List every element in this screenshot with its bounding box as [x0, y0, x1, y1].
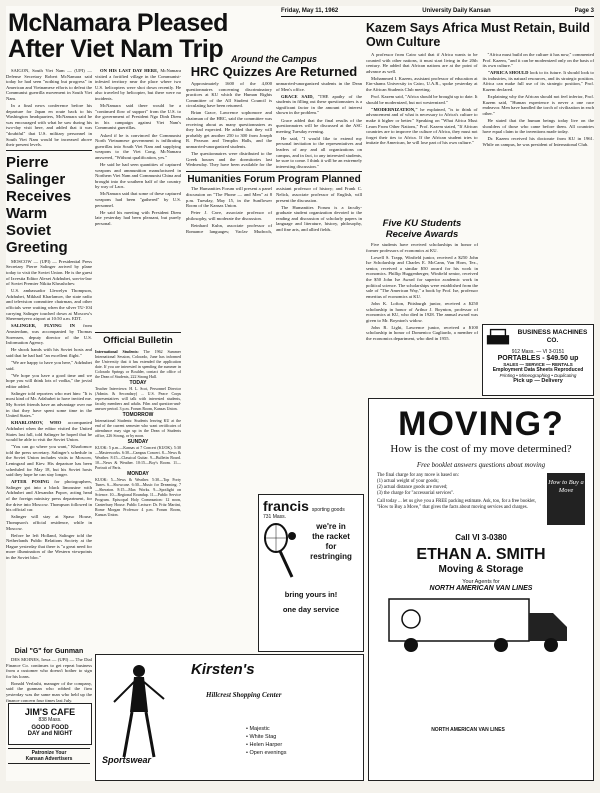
folio-line [281, 8, 594, 17]
five-ku-headline: Five KU Students Receive Awards [382, 218, 462, 240]
mcnamara-body-2: In a final news conference before his departure for Japan en route back to his Washington headquarters, McNamara said he was encouraged with what he saw during his two-day visit here, and added that it was "doubtful" that U.S. military personnel in South Viet Nam would be increased above their present levels. [6, 103, 92, 148]
bulletin-intl-text: The 1962 Summer International Session, Colorado, June has informed the University that it has extended the application date. If you are interested in spending the summer in Colorado Springs or Boulder, contact the office of the Dean of Students, 222 Strong Hall. [95, 349, 181, 379]
mcnamara-headline: McNamara Pleased After Viet Nam Trip [8, 9, 228, 62]
kirsten-center: Hillcrest Shopping Center [206, 691, 282, 699]
dial-g-body-1: DES MOINES, Iowa — (UPI) — The Dial Finance Co. continues to get repeat business from a customer who doesn't bother to sign for his loans. [6, 657, 92, 679]
mcnamara-body-3: McNamara visited a fortified village in the Communist-infested territory near the place where two U.S. helicopters were shot down recently. He also traveled by helicopter, but there were no incidents. [95, 68, 181, 101]
folio-date: Friday, May 11, 1962 [281, 8, 339, 14]
jims-address: 838 Mass. [38, 717, 62, 723]
business-printing: Printing • Mimeographing • Duplicating [499, 373, 577, 378]
moving-call: Call VI 3-0380 [455, 533, 507, 542]
bulletin-title: Official Bulletin [103, 335, 173, 346]
kirsten-ad [95, 654, 364, 781]
mcnamara-body-8: He said his meeting with President Diem late yesterday had been pleasant, but purely personal. [95, 209, 181, 226]
business-sales: SALES — SERVICE — RENTALS [503, 362, 573, 367]
official-bulletin [95, 332, 181, 650]
hrc-body-6: He said, "I would like to extend my personal invitation to the representatives and leaders of any and all organizations on campus, and in fact, to any interested students, be sure to come. I think it will be an extremely interesting discussion." [276, 135, 362, 169]
bulletin-sunday: SUNDAY [127, 439, 149, 445]
kazem-body-3: Prof. Kazem said, "Africa should be brought up to date. It should be modernized, but not westernized." [366, 94, 478, 105]
francis-address: 731 Mass. [263, 514, 287, 520]
moving-truck-icon [381, 595, 581, 657]
business-pickup: Pick up — Delivery [513, 378, 563, 384]
business-employment: Employment Data Sheets Reproduced [492, 367, 584, 373]
humanities-body-1: The Humanities Forum will present a panel discussion on "The Phone — and Men" at 8 p.m. Tuesday, May 15, in the Sunflower Room of the Kansas Union. [186, 186, 272, 209]
business-machines-ad [482, 324, 594, 396]
salinger-body-6: "We hope you have a good time and we hope you will think lots of vodka," the jovial editor added. [6, 372, 92, 389]
kirsten-sportswear: Sportswear [102, 755, 152, 765]
moving-van-lines: NORTH AMERICAN VAN LINES [429, 585, 533, 592]
patronize-line-1: Patronize Your [31, 750, 67, 756]
mcnamara-body-5: Asked if he is convinced the Communist North Vietnamese government is infiltrating guerrillas into South Viet Nam and supplying weapons to the Viet Cong, McNamara answered, "Without qualification, yes." [95, 132, 181, 160]
business-address: 912 Mass. — VI 3-0151 [511, 349, 565, 355]
moving-question: How is the cost of my move determined? [390, 443, 572, 455]
mcnamara-body-6: He said he had seen quantities of captured weapons and ammunition manufactured in Northern Viet Nam and Communist China and brought into the southern half of the country by way of Laos. [95, 162, 181, 190]
bulletin-today: TODAY [129, 380, 147, 386]
kirsten-name: Kirsten's [191, 661, 255, 678]
francis-racket-1: we're in [316, 522, 346, 531]
kazem-sub: "MODERNIZATION," [371, 106, 418, 112]
salinger-body-11: Salinger will stay at Spaso House, Thompson's official residence, while in Moscow. [6, 514, 92, 531]
bulletin-intl-label: International Students: [95, 349, 139, 354]
business-name: BUSINESS MACHINES CO. [517, 329, 588, 344]
kirsten-item-2: White Stag [249, 734, 277, 740]
typewriter-icon [485, 327, 511, 347]
moving-intro: The final charge for any move is based on: [377, 473, 459, 478]
kazem-body-5: "Africa must build on the culture it has now," commented Prof. Kazem, "and it can be modernized only on the basis of its own culture." [482, 52, 594, 69]
salinger-sub-2: KHARLOMOV, WHO [11, 420, 62, 426]
jims-line-1: GOOD FOOD [31, 725, 69, 731]
dial-g-headline: Dial "G" for Gunman [14, 648, 84, 655]
bulletin-tomorrow: TOMORROW [122, 412, 154, 418]
salinger-body-5: "We are happy to have you here," Adzhubei said. [6, 359, 92, 371]
hrc-kicker: Around the Campus [230, 54, 317, 64]
salinger-headline: Pierre Salinger Receives Warm Soviet Greeting [6, 153, 72, 256]
moving-booklet: How to Buy a Move [547, 473, 585, 525]
five-ku-body-3: John K. Lofton, Pittsburgh junior, received a $250 scholarship in honor of Arthur J. Boynton, professor of economics at KU, who died in 1928. The annual award was given to Mr. Boynton's widow. [366, 300, 478, 323]
patronize-line-2: Kansan Advertisers [25, 756, 73, 762]
five-ku-article [366, 218, 478, 370]
hrc-sub: GRACE SAID, [281, 93, 314, 99]
bulletin-monday-text: KUOK: 5—News & Weather. 5:30—Top Forty Tunes. 6—Showcase. 6:30—Music for Dreaming. 7—Sheraton. 8:15—Max Works. 9—Spotlight on Science. 10—Regional Roundup. 11—Public Service Program. Episcopal Holy Communion: 12 noon, Canterbury House. Public Lecture: Dr. Fritz Martini, Rome Morgan Professor 4 p.m. Forum Room, Kansas Union. [95, 477, 181, 517]
tennis-racket-icon [262, 522, 302, 582]
column-2-upper [95, 68, 181, 330]
kazem-body-4: he explained, "is to think of advancement and of what is necessary to Africa's culture to make it higher or better." Speaking on "What Africa Must Learn From Other Nations," Prof. Kazem stated, "If African countries are to improve the culture of Africa, they must not forget their ties to Africa. If the African student tries to imitate the American, he will lose part of his own culture." [366, 106, 478, 146]
humanities-body-3: Reinhard Kuhn, associate professor of Romance languages; Vaclav Mudroch, assistant professor of history; and Frank C. Nelick, associate professor of English, will present the discussion. [186, 186, 362, 234]
salinger-body-12: Before he left Holland, Salinger told the Netherlands Public Relations Society at the Hague yesterday that there is "a great need for more illumination of the Western viewpoints in the Soviet bloc." [6, 532, 92, 560]
francis-racket-4: restringing [310, 552, 352, 561]
salinger-sub-3: AFTER POSING [11, 479, 50, 485]
hrc-body-3: The questionnaires were distributed to the Greek houses and the dormitories last Wednesday. They have been available for the unmarried-unorganized students in the Dean of Men's office. [186, 81, 362, 168]
mcnamara-sub: ON HIS LAST DAY HERE, [100, 68, 159, 73]
francis-sub: sporting goods [311, 507, 345, 513]
moving-company: ETHAN A. SMITH [416, 546, 546, 563]
five-ku-body-1: Five students have received scholarships in honor of former professors of economics at KU. [366, 242, 478, 253]
moving-item-1: (1) actual weight of your goods; [377, 479, 439, 484]
bulletin-tomorrow-text: International Students: Students leaving KU at the end of the current semester who want certificates of attendance may sign up in the Dean of Students office, 226 Strong, or by noon. [95, 418, 181, 438]
jims-cafe-ad [8, 703, 92, 745]
hrc-body-5: Grace added that the final results of the questionnaires will be discussed at the ASC meeting Tuesday evening. [276, 117, 362, 134]
bulletin-monday: MONDAY [127, 471, 149, 477]
business-portables: PORTABLES - $49.50 up [497, 355, 579, 362]
folio-page: Page 3 [574, 8, 594, 14]
kazem-body-7: Explaining why the African should not feel inferior, Prof. Kazem said, "Human experience is never a one race endeavor. Men have handled the torch of civilization in each other." [482, 94, 594, 116]
mcnamara-body-7: McNamara said that some of these captured weapons had been "gathered" by U.S. personnel. [95, 191, 181, 208]
salinger-body-2: U.S. ambassador Llewelyn Thompson, Adzhubei, Mikhail Kharlamov, the state radio and television committee chairman, and other officials were waiting when the silver TU-104 carrying Salinger touched down at Moscow's Sheremetyevo airport at 10:50 a.m. EDT. [6, 288, 92, 322]
moving-truck-label: NORTH AMERICAN VAN LINES [431, 727, 505, 733]
kazem-sub-2: "AFRICA SHOULD [487, 70, 529, 76]
dial-g-body-2: Ronald Verlasht, manager of the company, said the gunman who robbed the firm yesterday was the same man who held up the finance concern four times last July. [6, 680, 92, 703]
bulletin-sunday-text: KUOK: 5 p.m.—Kansas at 7 Concert (KUOK). 5:30—Masterworks. 6:30—Campus Concert. 8—News & Weather. 8:15—Classical Guitar. 9—Bulletin Board. 10—News & Weather. 10:15—Boy's Room. 11—Portrait of Paris. [95, 445, 181, 470]
kazem-body-9: Dr. Kazem received his doctorate from KU in 1961. While on campus, he was president of International Club. [482, 136, 594, 147]
bulletin-today-text: Teacher Interviews: H. L. Scot, Personnel Director (Admin. & Secondary) ... U.S. Peace Corps representatives will talk with interested students, faculty members and adults. Film and question-and-answer period. 3 p.m. Forum Room, Kansas Union. [95, 386, 181, 411]
hrc-body-1: Approximately 1600 of the 4,000 questionnaires concerning discriminatory practices at KU which the Human Rights Committee of the All Student Council is circulating have been returned. [186, 81, 272, 109]
salinger-body-1: MOSCOW — (UPI) — Presidential Press Secretary Pierre Salinger arrived by plane today to visit the Soviet Union. He is the guest of Izvestia Editor Alexei Adzhubei, son-in-law of Soviet Premier Nikita Khrushchev. [6, 258, 92, 287]
francis-name: francis [263, 498, 309, 514]
salinger-sub-1: SALINGER, FLYING IN [11, 323, 75, 329]
kazem-body-6: look to its future. It should look to its industries, its natural resources, and its strategic position. Africa can make full use of its strategic position," Prof. Kazem declared. [482, 70, 594, 93]
francis-ad [258, 494, 364, 652]
moving-cta: Call today ... let us give you a FREE packing estimate. Ask, too, for a free booklet, "How to Buy a Move," that gives the facts about moving services and charges. [377, 499, 536, 510]
kazem-body-8: He stated that the human beings today live on the shoulders of those who came before them. All countries have equal claim to the inventions made today. [482, 118, 594, 135]
humanities-headline: Humanities Forum Program Planned [187, 174, 361, 186]
hrc-headline: HRC Quizzes Are Returned [190, 64, 358, 79]
moving-title: MOVING? [398, 405, 564, 443]
salinger-body-3: from Amsterdam, was accompanied by Thomas Sorensen, deputy director of the U.S. Information Agency. [6, 323, 92, 346]
five-ku-body-4: John R. Light, Lawrence junior, received a $100 scholarship in honor of Domenico Gagliardo, a member of the economics department, who died in 1955. [366, 324, 478, 341]
hrc-body-4: "THE apathy of the students in filling out these questionnaires is a significant factor in the amount of interest shown in the problem." [276, 93, 362, 116]
folio-paper: University Daily Kansan [422, 8, 491, 14]
mcnamara-body-4: McNamara said there would be a "continued flow of support" from the U.S. to the government of President Ngo Dinh Diem in his campaign against Viet Nam's Communist guerrillas. [95, 103, 181, 131]
hrc-body-2: Brian Grace, Lawrence sophomore and chairman of the HRC, said the committee was receiving about as many questionnaires as they had expected. He added that they will probably get another 250 to 300 from Joseph R. Pearson and Templin Halls, and the unmarried-unorganized students. [186, 110, 272, 150]
newspaper-page [6, 6, 594, 781]
francis-racket-3: for [325, 542, 337, 551]
salinger-body-8: accompanied Adzhubei when the editor visited the United States last fall, told Salinger he hoped that he would be able to visit the Soviet Union. [6, 420, 92, 443]
moving-item-2: (2) actual distance goods are moved; [377, 485, 448, 490]
five-ku-body-2: Lowell S. Trapp, Winfield junior, received a $250 John Ise Scholarship and Charles E. McCann, Van Horn, Tex., senior, received a similar $50 award for his work in economics. Phillip Huggenberger, Winfield senior, received the $50 John Ise Award for superior academic work in political science. The scholarships were established from the sale of "The American Way," a book by Prof. Ise, professor emeritus of economics at KU. [366, 254, 478, 299]
kazem-body-2: Mohammed I. Kazem, assistant professor of education at Ein-shams University in Cairo, U.A.R., spoke yesterday at the African Students Club meeting. [366, 75, 478, 93]
kazem-body-1: A professor from Cairo said that if Africa wants to be counted with other nations, it must start living in the 20th century. He added that African nations are at the point of advance as well. [366, 52, 478, 74]
moving-ad [368, 398, 594, 781]
humanities-body-2: Peter J. Cave, associate professor of philosophy, will moderate the discussion. [186, 210, 272, 221]
moving-item-3: (3) the charge for "accessorial services". [377, 491, 455, 496]
patronize-box [8, 748, 90, 764]
jims-name: JIM'S CAFE [24, 707, 76, 717]
mcnamara-body-1: SAIGON, South Viet Nam — (UPI) — Defense Secretary Robert McNamara said today he had seen "nothing but progress" in American and Vietnamese efforts to defeat the Communist guerrilla movement in South Viet Nam. [6, 68, 92, 101]
moving-service: Moving & Storage [438, 564, 524, 575]
salinger-body-7: Salinger told reporters who met him: "It is most kind of Mr. Adzhubei to have invited me. My Soviet friends have an advantage over me in that they have spent some time in the United States." [6, 390, 92, 419]
francis-racket-2: the racket [312, 532, 350, 541]
kazem-headline: Kazem Says Africa Must Retain, Build Own Culture [366, 21, 590, 49]
kirsten-item-1: Majestic [249, 726, 270, 732]
column-1-lower [6, 646, 92, 705]
salinger-body-9: "You can go where you want," Kharlomov told the press secretary. Salinger's schedule in the Soviet Union includes visits to Moscow, Leningrad and Kiev. His departure has been scheduled for May 18, but his Soviet hosts said they hope he can stay longer. [6, 444, 92, 478]
francis-bring: bring yours in! [284, 590, 338, 599]
hrc-area [186, 54, 362, 482]
salinger-body-10: for photographers, Salinger got into a black limousine with Adzhubei and Alexandra Popov, acting head of the foreign ministry press department, for the drive into Moscow. Thompson followed in his official car. [6, 479, 92, 513]
moving-offer: Free booklet answers questions about moving [416, 461, 546, 469]
jims-line-2: DAY and NIGHT [27, 731, 73, 737]
francis-service: one day service [282, 605, 340, 614]
salinger-body-4: He shook hands with his Soviet hosts and said that he had had "an excellent flight." [6, 347, 92, 358]
humanities-body-4: The Humanities Forum is a faculty-graduate student organization devoted to the reading and discussion of scholarly papers in language and literature, history, philosophy, and fine arts, and allied fields. [276, 204, 362, 233]
kirsten-item-3: Helen Harper [249, 742, 283, 748]
moving-agents: Your Agents for [462, 579, 500, 585]
kirsten-item-4: Open evenings [249, 750, 287, 756]
kirsten-list: • Majestic • White Stag • Helen Harper • Open evenings [246, 726, 287, 756]
